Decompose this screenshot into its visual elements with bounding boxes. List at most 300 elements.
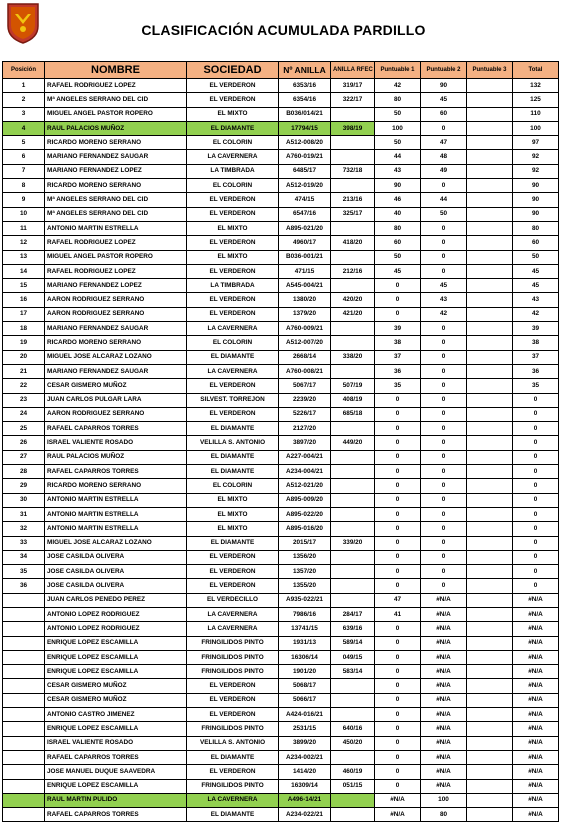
cell-score-2: 90 xyxy=(421,79,467,93)
cell-ring-rfec xyxy=(331,450,375,464)
cell-position: 15 xyxy=(3,279,45,293)
cell-name: MIGUEL ANGEL PASTOR ROPERO xyxy=(45,250,187,264)
cell-name: ENRIQUE LOPEZ ESCAMILLA xyxy=(45,722,187,736)
cell-position xyxy=(3,622,45,636)
cell-ring-rfec: 418/20 xyxy=(331,236,375,250)
cell-society: EL DIAMANTE xyxy=(187,350,279,364)
cell-score-2: 0 xyxy=(421,579,467,593)
table-row xyxy=(3,522,559,536)
cell-score-1: 40 xyxy=(375,207,421,221)
cell-score-3 xyxy=(467,264,513,278)
cell-society: VELILLA S. ANTONIO xyxy=(187,436,279,450)
cell-score-2: 44 xyxy=(421,193,467,207)
cell-score-1: 45 xyxy=(375,264,421,278)
table-row xyxy=(3,93,559,107)
cell-society: EL VERDERON xyxy=(187,207,279,221)
cell-score-1: 0 xyxy=(375,708,421,722)
cell-score-2: #N/A xyxy=(421,779,467,793)
cell-name: Mª ANGELES SERRANO DEL CID xyxy=(45,193,187,207)
cell-score-3 xyxy=(467,207,513,221)
cell-name: ANTONIO CASTRO JIMENEZ xyxy=(45,708,187,722)
cell-position: 21 xyxy=(3,364,45,378)
cell-score-2: 0 xyxy=(421,565,467,579)
cell-score-1: 47 xyxy=(375,593,421,607)
cell-score-2: #N/A xyxy=(421,693,467,707)
cell-total: 39 xyxy=(513,322,559,336)
cell-score-1: 0 xyxy=(375,636,421,650)
cell-score-3 xyxy=(467,722,513,736)
cell-ring-rfec: 420/20 xyxy=(331,293,375,307)
cell-position: 29 xyxy=(3,479,45,493)
cell-society: EL MIXTO xyxy=(187,250,279,264)
cell-position xyxy=(3,793,45,807)
cell-name: RAUL PALACIOS MUÑOZ xyxy=(45,450,187,464)
cell-name: RICARDO MORENO SERRANO xyxy=(45,479,187,493)
cell-score-3 xyxy=(467,665,513,679)
cell-score-3 xyxy=(467,307,513,321)
table-row xyxy=(3,221,559,235)
cell-name: RAUL MARTIN PULIDO xyxy=(45,793,187,807)
cell-score-3 xyxy=(467,522,513,536)
header-score-3: Puntuable 3 xyxy=(467,62,513,79)
cell-society: EL VERDERON xyxy=(187,93,279,107)
cell-name: RAFAEL CAPARROS TORRES xyxy=(45,750,187,764)
cell-name: ANTONIO LOPEZ RODRIGUEZ xyxy=(45,607,187,621)
cell-ring: A512-007/20 xyxy=(279,336,331,350)
cell-society: EL VERDERON xyxy=(187,565,279,579)
cell-score-2: 60 xyxy=(421,107,467,121)
cell-score-3 xyxy=(467,393,513,407)
cell-score-1: 50 xyxy=(375,250,421,264)
cell-score-2: 50 xyxy=(421,207,467,221)
cell-score-3 xyxy=(467,736,513,750)
cell-score-2: 0 xyxy=(421,364,467,378)
cell-position xyxy=(3,679,45,693)
cell-score-2: 49 xyxy=(421,164,467,178)
cell-name: ENRIQUE LOPEZ ESCAMILLA xyxy=(45,665,187,679)
table-header-row xyxy=(3,62,559,79)
cell-ring: 6353/16 xyxy=(279,79,331,93)
cell-score-1: 46 xyxy=(375,193,421,207)
cell-society: EL DIAMANTE xyxy=(187,465,279,479)
table-row xyxy=(3,322,559,336)
cell-ring-rfec: 338/20 xyxy=(331,350,375,364)
cell-ring-rfec: 051/15 xyxy=(331,779,375,793)
cell-score-2: #N/A xyxy=(421,722,467,736)
table-row xyxy=(3,507,559,521)
table-row xyxy=(3,765,559,779)
cell-name: RICARDO MORENO SERRANO xyxy=(45,336,187,350)
cell-score-1: 0 xyxy=(375,407,421,421)
cell-score-1: 0 xyxy=(375,650,421,664)
cell-score-3 xyxy=(467,622,513,636)
cell-name: MIGUEL JOSE ALCARAZ LOZANO xyxy=(45,350,187,364)
cell-score-1: 0 xyxy=(375,536,421,550)
cell-ring-rfec: 450/20 xyxy=(331,736,375,750)
cell-score-2: 0 xyxy=(421,179,467,193)
cell-score-3 xyxy=(467,422,513,436)
cell-score-1: 43 xyxy=(375,164,421,178)
cell-score-3 xyxy=(467,164,513,178)
cell-ring: 1356/20 xyxy=(279,550,331,564)
cell-ring: 16306/14 xyxy=(279,650,331,664)
cell-ring-rfec xyxy=(331,465,375,479)
cell-name: JOSE CASILDA OLIVERA xyxy=(45,550,187,564)
cell-ring-rfec: 589/14 xyxy=(331,636,375,650)
cell-society: EL DIAMANTE xyxy=(187,808,279,822)
cell-score-2: #N/A xyxy=(421,622,467,636)
cell-society: EL MIXTO xyxy=(187,221,279,235)
cell-society: VELILLA S. ANTONIO xyxy=(187,736,279,750)
cell-score-3 xyxy=(467,93,513,107)
cell-score-3 xyxy=(467,107,513,121)
cell-name: ANTONIO MARTIN ESTRELLA xyxy=(45,507,187,521)
page-title: CLASIFICACIÓN ACUMULADA PARDILLO xyxy=(141,22,426,38)
cell-ring-rfec xyxy=(331,150,375,164)
cell-society: EL DIAMANTE xyxy=(187,121,279,135)
table-row xyxy=(3,479,559,493)
cell-score-3 xyxy=(467,536,513,550)
cell-score-2: 0 xyxy=(421,236,467,250)
cell-position: 31 xyxy=(3,507,45,521)
cell-ring-rfec: 639/16 xyxy=(331,622,375,636)
cell-ring-rfec xyxy=(331,808,375,822)
cell-total: 0 xyxy=(513,550,559,564)
cell-score-2: 43 xyxy=(421,293,467,307)
cell-score-2: #N/A xyxy=(421,679,467,693)
cell-position: 27 xyxy=(3,450,45,464)
cell-society: EL VERDERON xyxy=(187,679,279,693)
cell-position xyxy=(3,607,45,621)
table-body xyxy=(3,79,559,822)
table-row xyxy=(3,422,559,436)
cell-ring: 6485/17 xyxy=(279,164,331,178)
cell-score-2: #N/A xyxy=(421,665,467,679)
cell-name: RAFAEL CAPARROS TORRES xyxy=(45,808,187,822)
cell-ring: A512-008/20 xyxy=(279,136,331,150)
table-row xyxy=(3,393,559,407)
cell-name: CESAR GISMERO MUÑOZ xyxy=(45,679,187,693)
cell-score-3 xyxy=(467,179,513,193)
cell-score-3 xyxy=(467,693,513,707)
cell-ring: 1931/13 xyxy=(279,636,331,650)
cell-score-3 xyxy=(467,221,513,235)
cell-name: RAFAEL CAPARROS TORRES xyxy=(45,422,187,436)
cell-score-2: 0 xyxy=(421,493,467,507)
cell-score-3 xyxy=(467,793,513,807)
cell-total: #N/A xyxy=(513,665,559,679)
cell-score-1: 60 xyxy=(375,236,421,250)
cell-score-3 xyxy=(467,550,513,564)
cell-name: MARIANO FERNANDEZ SAUGAR xyxy=(45,322,187,336)
cell-society: LA TIMBRADA xyxy=(187,279,279,293)
cell-total: #N/A xyxy=(513,808,559,822)
table-row xyxy=(3,607,559,621)
cell-total: #N/A xyxy=(513,708,559,722)
cell-score-2: #N/A xyxy=(421,593,467,607)
cell-ring-rfec xyxy=(331,479,375,493)
cell-society: LA CAVERNERA xyxy=(187,607,279,621)
cell-ring: A895-016/20 xyxy=(279,522,331,536)
cell-score-3 xyxy=(467,579,513,593)
cell-name: ISRAEL VALIENTE ROSADO xyxy=(45,736,187,750)
cell-score-1: 0 xyxy=(375,436,421,450)
table-row xyxy=(3,107,559,121)
cell-position: 1 xyxy=(3,79,45,93)
cell-society: FRINGILIDOS PINTO xyxy=(187,722,279,736)
cell-total: 0 xyxy=(513,407,559,421)
cell-score-1: 39 xyxy=(375,322,421,336)
cell-total: 0 xyxy=(513,565,559,579)
cell-ring: 1355/20 xyxy=(279,579,331,593)
cell-ring-rfec xyxy=(331,750,375,764)
cell-total: #N/A xyxy=(513,765,559,779)
cell-ring-rfec xyxy=(331,522,375,536)
cell-total: 45 xyxy=(513,264,559,278)
cell-position xyxy=(3,736,45,750)
cell-society: EL MIXTO xyxy=(187,507,279,521)
cell-position: 4 xyxy=(3,121,45,135)
cell-name: AARON RODRIGUEZ SERRANO xyxy=(45,293,187,307)
cell-total: 0 xyxy=(513,536,559,550)
cell-score-1: 90 xyxy=(375,179,421,193)
cell-name: MARIANO FERNANDEZ SAUGAR xyxy=(45,150,187,164)
cell-score-2: 45 xyxy=(421,93,467,107)
cell-society: EL VERDERON xyxy=(187,264,279,278)
table-row xyxy=(3,465,559,479)
cell-score-3 xyxy=(467,121,513,135)
cell-position xyxy=(3,665,45,679)
cell-ring: 13741/15 xyxy=(279,622,331,636)
cell-score-1: 0 xyxy=(375,279,421,293)
table-row xyxy=(3,493,559,507)
cell-score-1: 50 xyxy=(375,107,421,121)
cell-name: CESAR GISMERO MUÑOZ xyxy=(45,693,187,707)
cell-ring-rfec xyxy=(331,364,375,378)
cell-score-1: #N/A xyxy=(375,808,421,822)
cell-society: EL VERDERON xyxy=(187,236,279,250)
cell-total: 0 xyxy=(513,522,559,536)
cell-ring: 5067/17 xyxy=(279,379,331,393)
header-score-1: Puntuable 1 xyxy=(375,62,421,79)
cell-ring-rfec xyxy=(331,322,375,336)
cell-ring: A234-004/21 xyxy=(279,465,331,479)
table-row xyxy=(3,593,559,607)
cell-ring: 6547/16 xyxy=(279,207,331,221)
cell-total: 100 xyxy=(513,121,559,135)
cell-name: AARON RODRIGUEZ SERRANO xyxy=(45,307,187,321)
cell-name: RAUL PALACIOS MUÑOZ xyxy=(45,121,187,135)
cell-ring-rfec: 449/20 xyxy=(331,436,375,450)
cell-name: ISRAEL VALIENTE ROSADO xyxy=(45,436,187,450)
cell-score-3 xyxy=(467,136,513,150)
table-row xyxy=(3,650,559,664)
cell-score-2: 0 xyxy=(421,407,467,421)
cell-ring-rfec xyxy=(331,221,375,235)
cell-position: 20 xyxy=(3,350,45,364)
cell-ring: 4960/17 xyxy=(279,236,331,250)
cell-name: ENRIQUE LOPEZ ESCAMILLA xyxy=(45,650,187,664)
table-row xyxy=(3,250,559,264)
table-row xyxy=(3,779,559,793)
cell-society: FRINGILIDOS PINTO xyxy=(187,779,279,793)
cell-score-3 xyxy=(467,593,513,607)
cell-total: 37 xyxy=(513,350,559,364)
table-row xyxy=(3,708,559,722)
cell-ring-rfec: 049/15 xyxy=(331,650,375,664)
cell-ring-rfec: 213/16 xyxy=(331,193,375,207)
cell-society: LA CAVERNERA xyxy=(187,322,279,336)
cell-name: ANTONIO LOPEZ RODRIGUEZ xyxy=(45,622,187,636)
cell-society: LA TIMBRADA xyxy=(187,164,279,178)
cell-score-2: 0 xyxy=(421,379,467,393)
cell-ring-rfec xyxy=(331,279,375,293)
cell-position xyxy=(3,650,45,664)
table-row xyxy=(3,121,559,135)
cell-total: 0 xyxy=(513,493,559,507)
cell-position: 33 xyxy=(3,536,45,550)
cell-score-3 xyxy=(467,450,513,464)
cell-score-1: 0 xyxy=(375,479,421,493)
cell-position: 8 xyxy=(3,179,45,193)
cell-score-3 xyxy=(467,636,513,650)
cell-ring: 3897/20 xyxy=(279,436,331,450)
cell-score-2: 48 xyxy=(421,150,467,164)
cell-position: 12 xyxy=(3,236,45,250)
cell-ring: A895-022/20 xyxy=(279,507,331,521)
table-row xyxy=(3,207,559,221)
cell-ring-rfec xyxy=(331,550,375,564)
cell-ring-rfec xyxy=(331,708,375,722)
cell-score-2: 0 xyxy=(421,221,467,235)
cell-ring-rfec xyxy=(331,507,375,521)
cell-total: #N/A xyxy=(513,607,559,621)
cell-ring: A227-004/21 xyxy=(279,450,331,464)
cell-ring: A935-022/21 xyxy=(279,593,331,607)
cell-score-2: #N/A xyxy=(421,607,467,621)
cell-score-1: 100 xyxy=(375,121,421,135)
table-row xyxy=(3,722,559,736)
cell-score-3 xyxy=(467,650,513,664)
cell-ring: B036/014/21 xyxy=(279,107,331,121)
cell-total: 90 xyxy=(513,179,559,193)
cell-position xyxy=(3,779,45,793)
cell-score-3 xyxy=(467,322,513,336)
cell-ring-rfec xyxy=(331,107,375,121)
cell-ring: 16309/14 xyxy=(279,779,331,793)
cell-ring-rfec xyxy=(331,579,375,593)
table-row xyxy=(3,364,559,378)
cell-score-2: 42 xyxy=(421,307,467,321)
table-row xyxy=(3,550,559,564)
cell-ring-rfec xyxy=(331,679,375,693)
cell-ring-rfec: 685/18 xyxy=(331,407,375,421)
table-row xyxy=(3,136,559,150)
cell-society: LA CAVERNERA xyxy=(187,793,279,807)
cell-score-1: 0 xyxy=(375,465,421,479)
cell-score-2: 0 xyxy=(421,121,467,135)
cell-ring-rfec: 640/16 xyxy=(331,722,375,736)
cell-total: 38 xyxy=(513,336,559,350)
cell-ring: 2239/20 xyxy=(279,393,331,407)
cell-name: JOSE MANUEL DUQUE SAAVEDRA xyxy=(45,765,187,779)
cell-ring: A234-022/21 xyxy=(279,808,331,822)
cell-position: 30 xyxy=(3,493,45,507)
cell-position: 13 xyxy=(3,250,45,264)
cell-score-2: 0 xyxy=(421,450,467,464)
cell-name: RAFAEL RODRIGUEZ LOPEZ xyxy=(45,79,187,93)
cell-ring: 17794/15 xyxy=(279,121,331,135)
cell-position: 35 xyxy=(3,565,45,579)
cell-society: FRINGILIDOS PINTO xyxy=(187,650,279,664)
cell-position xyxy=(3,765,45,779)
cell-position: 25 xyxy=(3,422,45,436)
cell-name: JOSE CASILDA OLIVERA xyxy=(45,579,187,593)
cell-score-3 xyxy=(467,565,513,579)
cell-score-2: 0 xyxy=(421,264,467,278)
cell-total: 0 xyxy=(513,436,559,450)
cell-name: Mª ANGELES SERRANO DEL CID xyxy=(45,207,187,221)
cell-society: FRINGILIDOS PINTO xyxy=(187,636,279,650)
cell-name: JUAN CARLOS PULGAR LARA xyxy=(45,393,187,407)
cell-position: 11 xyxy=(3,221,45,235)
cell-score-3 xyxy=(467,293,513,307)
cell-score-1: 35 xyxy=(375,379,421,393)
cell-score-1: 80 xyxy=(375,221,421,235)
cell-society: LA CAVERNERA xyxy=(187,364,279,378)
cell-society: EL VERDERON xyxy=(187,765,279,779)
cell-position: 32 xyxy=(3,522,45,536)
cell-position: 22 xyxy=(3,379,45,393)
cell-society: EL DIAMANTE xyxy=(187,450,279,464)
cell-ring: 5066/17 xyxy=(279,693,331,707)
cell-total: 92 xyxy=(513,150,559,164)
header-society: SOCIEDAD xyxy=(187,62,279,79)
cell-position: 3 xyxy=(3,107,45,121)
cell-ring-rfec xyxy=(331,793,375,807)
cell-score-1: 0 xyxy=(375,779,421,793)
cell-position: 2 xyxy=(3,93,45,107)
cell-society: EL VERDERON xyxy=(187,407,279,421)
cell-position xyxy=(3,636,45,650)
cell-score-3 xyxy=(467,507,513,521)
table-row xyxy=(3,293,559,307)
cell-score-3 xyxy=(467,79,513,93)
cell-score-2: 0 xyxy=(421,522,467,536)
cell-ring-rfec: 583/14 xyxy=(331,665,375,679)
cell-society: EL VERDECILLO xyxy=(187,593,279,607)
cell-score-2: 0 xyxy=(421,322,467,336)
cell-total: 50 xyxy=(513,250,559,264)
cell-position: 26 xyxy=(3,436,45,450)
cell-total: #N/A xyxy=(513,722,559,736)
cell-position xyxy=(3,708,45,722)
cell-score-1: 0 xyxy=(375,393,421,407)
cell-ring: A234-002/21 xyxy=(279,750,331,764)
cell-society: SILVEST. TORREJON xyxy=(187,393,279,407)
cell-name: RAFAEL RODRIGUEZ LOPEZ xyxy=(45,236,187,250)
cell-score-3 xyxy=(467,150,513,164)
cell-ring: 5226/17 xyxy=(279,407,331,421)
cell-position: 14 xyxy=(3,264,45,278)
cell-total: 60 xyxy=(513,236,559,250)
header-name: NOMBRE xyxy=(45,62,187,79)
cell-ring: 474/15 xyxy=(279,193,331,207)
cell-position xyxy=(3,750,45,764)
cell-name: CESAR GISMERO MUÑOZ xyxy=(45,379,187,393)
cell-ring: B036-001/21 xyxy=(279,250,331,264)
cell-total: #N/A xyxy=(513,679,559,693)
